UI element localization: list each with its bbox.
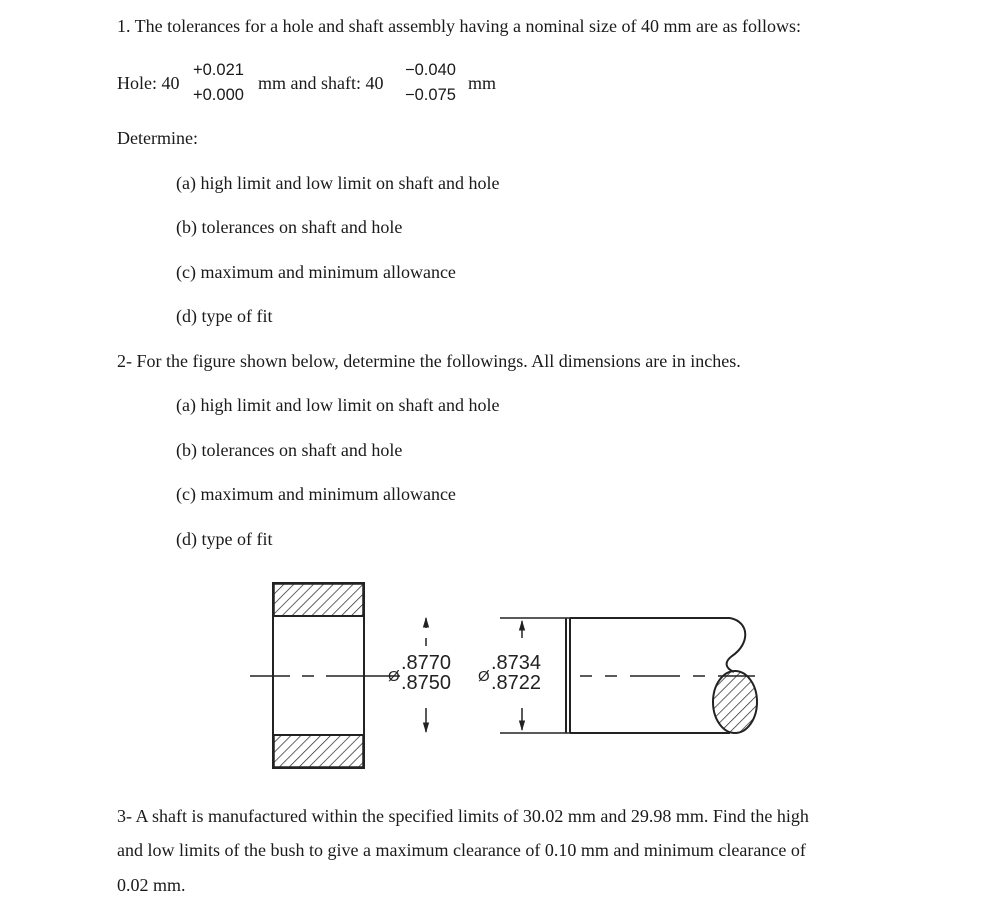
shaft-upper-limit: .8734 xyxy=(491,652,542,674)
hole-lower-limit: .8750 xyxy=(401,672,452,694)
q1-item-a: (a) high limit and low limit on shaft and hole xyxy=(176,173,500,193)
q2-item-d: (d) type of fit xyxy=(176,529,273,549)
q3-line-2: and low limits of the bush to give a maximum clearance of 0.10 mm and minimum clearance of xyxy=(117,840,806,860)
shaft-lower-limit: .8722 xyxy=(491,672,542,694)
hole-diameter-symbol: Ø xyxy=(388,668,400,685)
q1-hole-label: Hole: 40 xyxy=(117,73,180,93)
q1-hole-upper-deviation: +0.021 xyxy=(193,61,244,79)
hole-shaft-figure xyxy=(250,578,760,778)
q1-determine: Determine: xyxy=(117,128,198,148)
q1-mid-text: mm and shaft: 40 xyxy=(258,73,384,93)
q1-item-c: (c) maximum and minimum allowance xyxy=(176,262,456,282)
q1-shaft-lower-deviation: −0.075 xyxy=(405,86,456,104)
q3-line-3: 0.02 mm. xyxy=(117,875,186,895)
q2-item-b: (b) tolerances on shaft and hole xyxy=(176,440,403,460)
q2-intro: 2- For the figure shown below, determine the followings. All dimensions are in inches. xyxy=(117,351,741,371)
q3-line-1: 3- A shaft is manufactured within the specified limits of 30.02 mm and 29.98 mm. Find the high xyxy=(117,806,809,826)
shaft-diameter-symbol: Ø xyxy=(478,668,490,685)
q1-item-d: (d) type of fit xyxy=(176,306,273,326)
hole-upper-limit: .8770 xyxy=(401,652,452,674)
q1-intro: 1. The tolerances for a hole and shaft assembly having a nominal size of 40 mm are as follows: xyxy=(117,16,801,36)
q1-shaft-upper-deviation: −0.040 xyxy=(405,61,456,79)
q1-unit: mm xyxy=(468,73,497,93)
q2-item-a: (a) high limit and low limit on shaft and hole xyxy=(176,395,500,415)
q2-item-c: (c) maximum and minimum allowance xyxy=(176,484,456,504)
q1-hole-lower-deviation: +0.000 xyxy=(193,86,244,104)
q1-item-b: (b) tolerances on shaft and hole xyxy=(176,217,403,237)
